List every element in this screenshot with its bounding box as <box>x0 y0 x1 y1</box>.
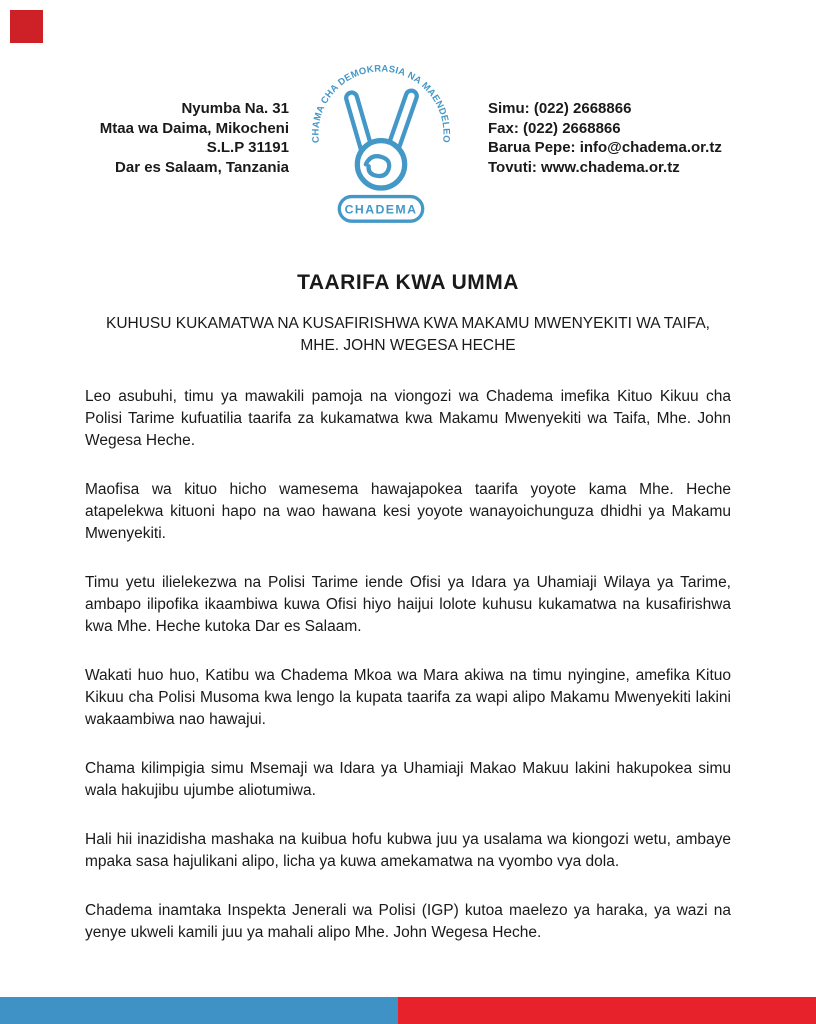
address-block <box>100 99 289 177</box>
logo-badge <box>339 197 422 222</box>
body-paragraph: Chadema inamtaka Inspekta Jenerali wa Polisi (IGP) kutoa maelezo ya haraka, ya wazi na yenye ukweli kamili juu ya mahali alipo Mhe. John Wegesa Heche. <box>85 902 731 941</box>
contact-line-phone: Simu: (022) 2668866 <box>488 100 632 117</box>
document-body <box>85 386 731 971</box>
body-paragraph: Chama kilimpigia simu Msemaji wa Idara ya Uhamiaji Makao Makuu lakini hakupokea simu wala hakujibu ujumbe aliotumiwa. <box>85 760 731 799</box>
subtitle-line: KUHUSU KUKAMATWA NA KUSAFIRISHWA KWA MAKAMU MWENYEKITI WA TAIFA, <box>105 315 710 332</box>
contact-line-fax: Fax: (022) 2668866 <box>488 119 621 137</box>
footer-bar-blue-segment <box>0 997 398 1024</box>
footer-brand-bar <box>0 997 816 1024</box>
contact-line-email: Barua Pepe: info@chadema.or.tz <box>488 139 722 156</box>
logo-badge-text: CHADEMA <box>344 202 418 217</box>
body-paragraph: Maofisa wa kituo hicho wamesema hawajapokea taarifa yoyote kama Mhe. Heche atapelekwa kituoni hapo na wao hawana kesi yoyote wanayoichunguza dhidhi ya Makamu Mwenyekiti. <box>85 481 731 542</box>
chadema-logo <box>305 62 457 225</box>
footer-bar-red-segment <box>398 997 816 1024</box>
logo-ring-text-container <box>310 63 451 143</box>
victory-hand-icon <box>352 96 412 188</box>
body-paragraph: Timu yetu ilielekezwa na Polisi Tarime iende Ofisi ya Idara ya Uhamiaji Wilaya ya Tarime, ambapo ilipofika ikaambiwa kuwa Ofisi hiyo haijui lolote kuhusu kukamatwa na kusafirishwa kwa Mhe. Heche kutoka Dar es Salaam. <box>85 574 731 635</box>
address-line: Nyumba Na. 31 <box>181 100 289 117</box>
subtitle-line: MHE. JOHN WEGESA HECHE <box>300 337 516 354</box>
address-line: Mtaa wa Daima, Mikocheni <box>99 119 289 137</box>
contact-block <box>488 99 722 177</box>
logo-ring-text: CHAMA CHA DEMOKRASIA NA MAENDELEO <box>310 63 452 144</box>
address-line: S.L.P 31191 <box>206 139 289 156</box>
contact-line-website: Tovuti: www.chadema.or.tz <box>488 158 680 176</box>
address-line: Dar es Salaam, Tanzania <box>115 158 289 176</box>
brand-corner-square <box>10 10 43 43</box>
body-paragraph: Hali hii inazidisha mashaka na kuibua hofu kubwa juu ya usalama wa kiongozi wetu, ambaye mpaka sasa hajulikani alipo, licha ya kuwa amekamatwa na vyombo vya dola. <box>85 831 731 870</box>
page-title: TAARIFA KWA UMMA <box>297 271 519 294</box>
body-paragraph: Leo asubuhi, timu ya mawakili pamoja na viongozi wa Chadema imefika Kituo Kikuu cha Polisi Tarime kufuatilia taarifa za kukamatwa kwa Makamu Mwenyekiti wa Taifa, Mhe. John Wegesa Heche. <box>85 388 731 449</box>
document-subtitle <box>60 313 756 357</box>
body-paragraph: Wakati huo huo, Katibu wa Chadema Mkoa wa Mara akiwa na timu nyingine, amefika Kituo Kikuu cha Polisi Musoma kwa lengo la kupata taarifa za wapi alipo Makamu Mwenyekiti lakini wakaambiwa nao hawajui. <box>85 667 731 728</box>
